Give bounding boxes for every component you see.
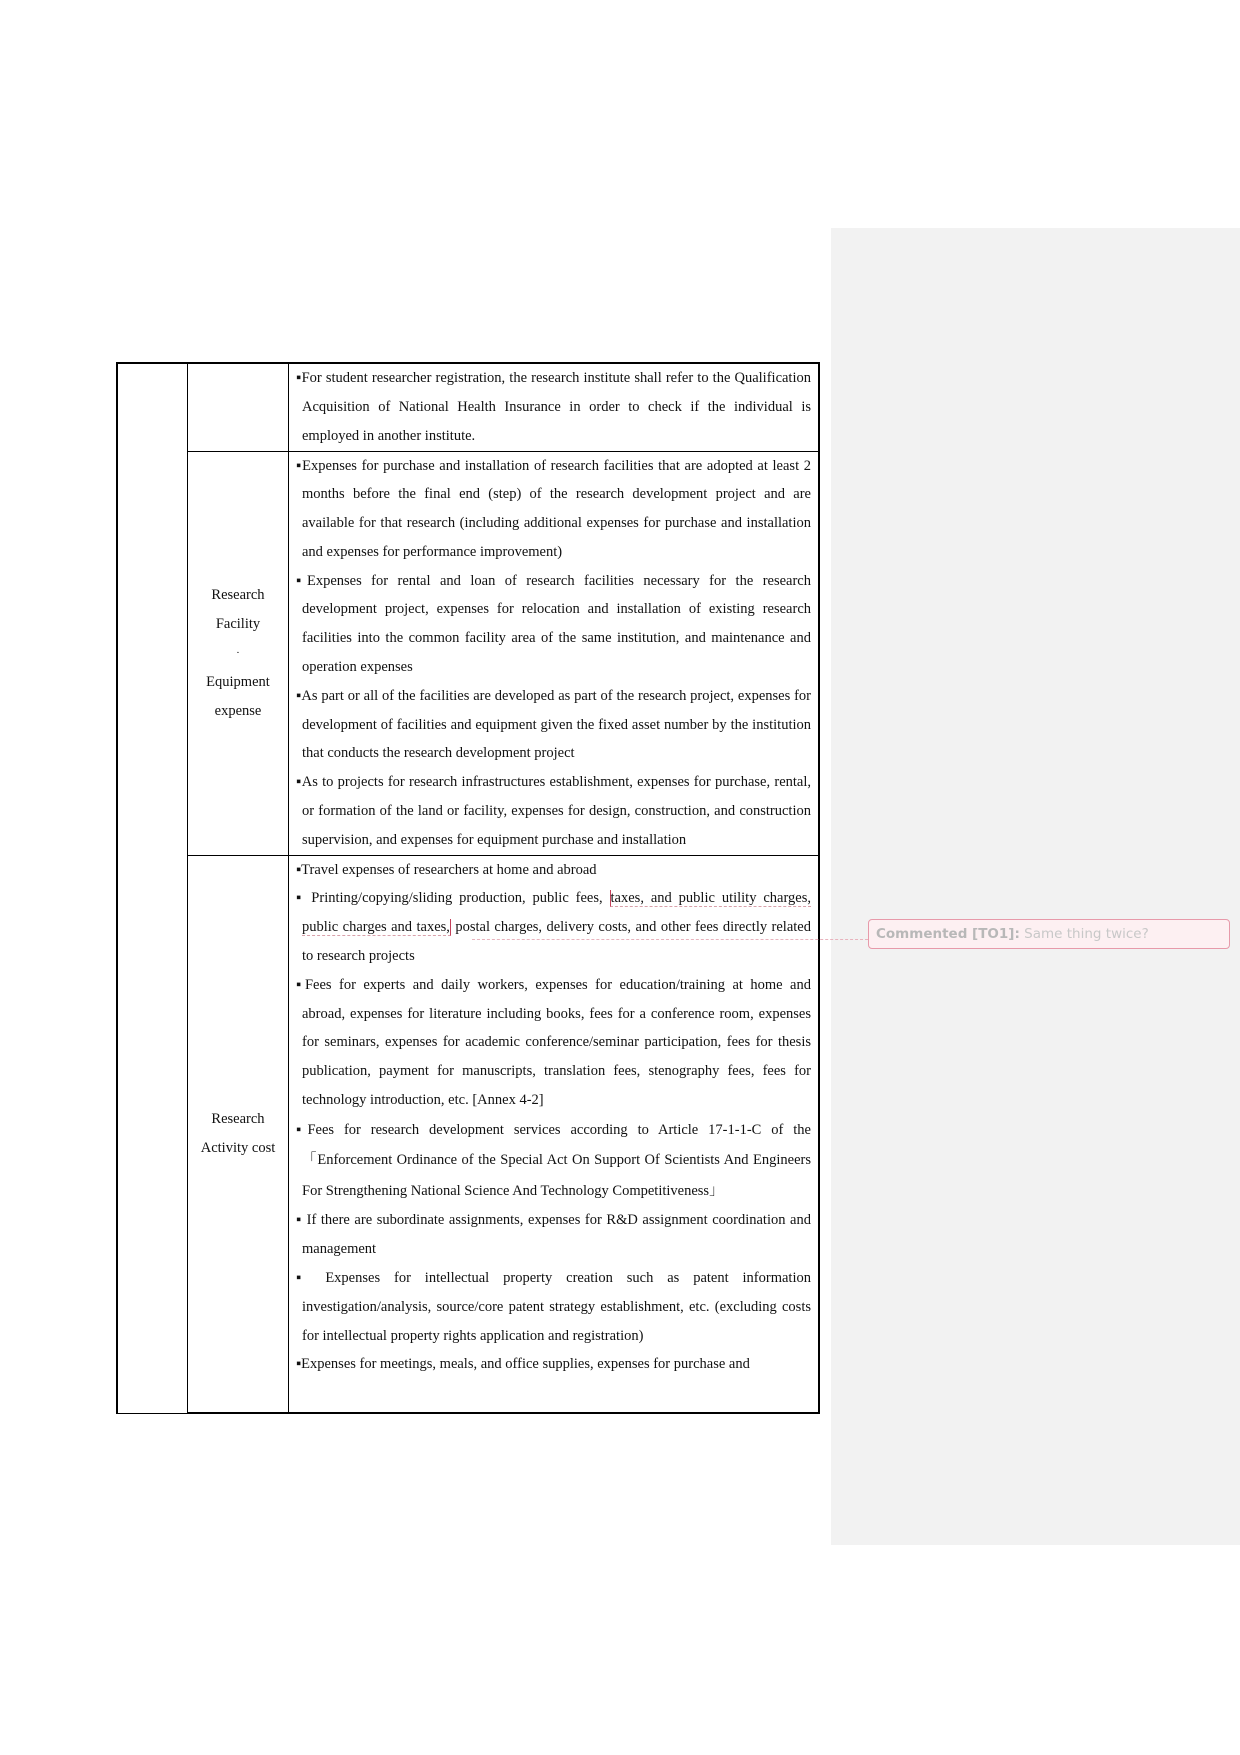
bullet-facility-purchase: ▪Expenses for purchase and installation of research facilities that are adopted at least 2 months before the final end (step) of the research development project and are available for that research (including additional expenses for purchase and installation and expenses for performance improvement) [296,457,811,560]
printing-text-start: ▪ Printing/copying/sliding production, public fees, [296,890,610,907]
comment-label: Commented [TO1]: [876,926,1020,942]
category-line: Facility [215,615,261,632]
bullet-subordinate: ▪ If there are subordinate assignments, expenses for R&D assignment coordination and management [296,1212,811,1258]
printing-text-end: postal charges, delivery costs, and other fees directly related to research projects [302,919,811,965]
bullet-meetings: ▪Expenses for meetings, meals, and office supplies, expenses for purchase and [296,1356,750,1373]
category-cell-activity [188,855,289,1413]
category-line: · [236,646,240,659]
bullet-experts-fees: ▪Fees for experts and daily workers, expenses for education/training at home and abroad, expenses for literature including books, fees for a conference room, expenses for seminars, expenses for academic conference/seminar participation, fees for thesis publication, payment for manuscripts, translation fees, stenography fees, fees for technology introduction, etc. [Annex 4-2] [296,976,811,1109]
bullet-rd-services: ▪Fees for research development services according to Article 17-1-1-C of the 「Enforcement Ordinance of the Special Act On Support Of Scientists And Engineers For Strengthening National Science And Technology Competitiveness」 [296,1121,811,1199]
budget-table [116,362,820,1414]
table-row [117,363,819,451]
category-line: Research [211,586,265,603]
bullet-intellectual-property: ▪ Expenses for intellectual property creation such as patent information investigation/analysis, source/core patent strategy establishment, etc. (excluding costs for intellectual property rights application and registration) [296,1269,811,1344]
commented-text-range[interactable]: taxes, and public utility charges, public charges and taxes, [302,890,811,936]
bullet-student-registration: ▪For student researcher registration, the research institute shall refer to the Qualification Acquisition of National Health Insurance in order to check if the individual is employed in another institute. [296,370,811,444]
category-cell-facility [188,451,289,855]
empty-first-column [117,363,188,1413]
category-cell-empty [188,363,289,451]
comment-connector-line [472,939,868,940]
bullet-infrastructure: ▪As to projects for research infrastructures establishment, expenses for purchase, rental, or formation of the land or facility, expenses for design, construction, and construction supervision, and expenses for equipment purchase and installation [296,774,811,848]
bullet-facility-development: ▪As part or all of the facilities are developed as part of the research project, expenses for development of facilities and equipment given the fixed asset number by the institution that conducts the research development project [296,687,811,762]
bullet-printing [296,884,811,970]
content-cell-facility [289,451,820,855]
category-line: Activity cost [200,1139,276,1156]
category-line: expense [214,702,262,719]
category-line: Research [211,1110,265,1127]
comment-margin-pane [831,228,1240,1545]
content-cell-registration [289,363,820,451]
bullet-facility-rental: ▪Expenses for rental and loan of research facilities necessary for the research development project, expenses for relocation and installation of existing research facilities into the common facility area of the same institution, and maintenance and operation expenses [296,572,811,676]
bullet-travel: ▪Travel expenses of researchers at home and abroad [296,861,597,878]
comment-text: Same thing twice? [1024,926,1149,942]
comment-balloon[interactable] [868,919,1230,949]
table-row [117,451,819,855]
category-line: Equipment [206,673,270,690]
